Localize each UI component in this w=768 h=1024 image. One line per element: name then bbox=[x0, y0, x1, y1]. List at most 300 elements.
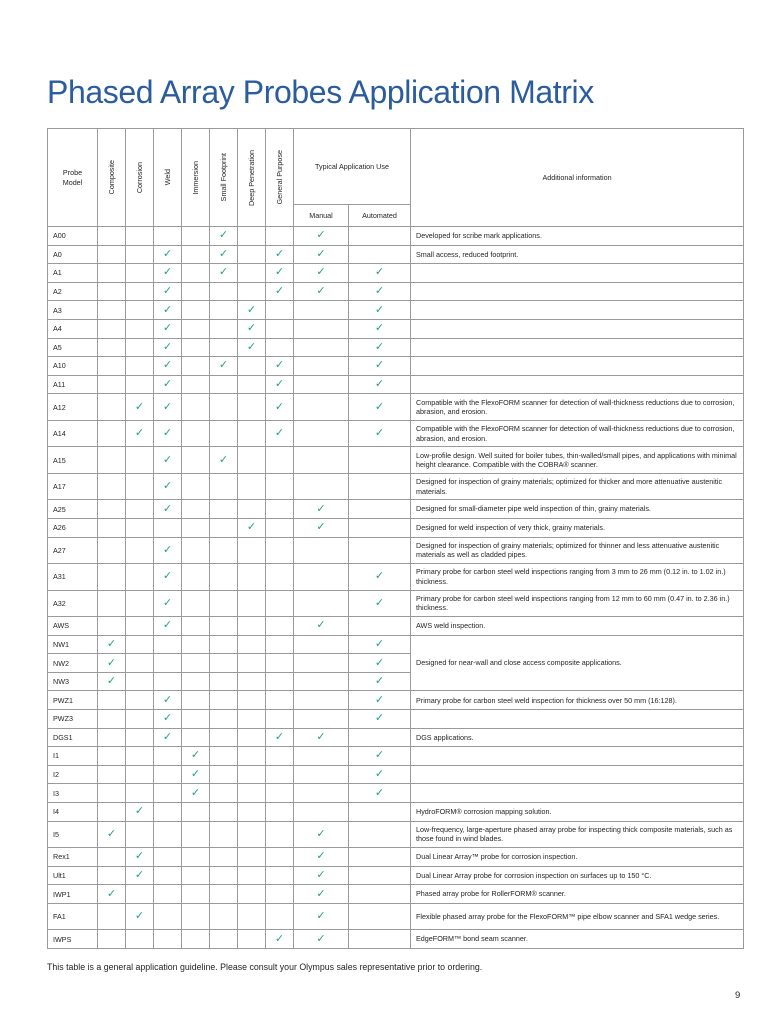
general-purpose-cell bbox=[266, 885, 294, 904]
additional-info-cell: Designed for small-diameter pipe weld inspection of thin, grainy materials. bbox=[411, 500, 744, 519]
composite-cell bbox=[98, 537, 126, 564]
immersion-cell bbox=[182, 903, 210, 930]
check-icon: ✓ bbox=[316, 229, 326, 242]
check-icon: ✓ bbox=[162, 453, 173, 466]
automated-cell bbox=[349, 848, 411, 867]
weld-cell bbox=[154, 227, 182, 246]
probe-model-cell: IWPS bbox=[48, 930, 98, 949]
table-row bbox=[48, 245, 744, 264]
composite-cell bbox=[98, 473, 126, 500]
corrosion-cell bbox=[126, 590, 154, 617]
additional-info-cell: Designed for inspection of grainy materials; optimized for thinner and less attenuative austenitic materials as well as cladded pipes. bbox=[411, 537, 744, 564]
table-row bbox=[48, 784, 744, 803]
composite-cell bbox=[98, 903, 126, 930]
check-icon: ✓ bbox=[190, 786, 201, 799]
manual-cell bbox=[294, 672, 349, 691]
check-icon: ✓ bbox=[374, 786, 385, 799]
corrosion-cell bbox=[126, 848, 154, 867]
immersion-cell bbox=[182, 802, 210, 821]
weld-cell bbox=[154, 282, 182, 301]
immersion-cell bbox=[182, 866, 210, 885]
immersion-cell bbox=[182, 319, 210, 338]
table-row bbox=[48, 728, 744, 747]
manual-cell bbox=[294, 728, 349, 747]
automated-cell bbox=[349, 590, 411, 617]
weld-cell bbox=[154, 691, 182, 710]
additional-info-cell: Small access, reduced footprint. bbox=[411, 245, 744, 264]
check-icon: ✓ bbox=[246, 303, 257, 316]
composite-cell bbox=[98, 635, 126, 654]
general-purpose-cell bbox=[266, 821, 294, 848]
small-footprint-cell bbox=[210, 227, 238, 246]
additional-info-cell bbox=[411, 784, 744, 803]
corrosion-cell bbox=[126, 765, 154, 784]
immersion-cell bbox=[182, 264, 210, 283]
small-footprint-cell bbox=[210, 282, 238, 301]
corrosion-cell bbox=[126, 784, 154, 803]
small-footprint-cell bbox=[210, 885, 238, 904]
probe-model-cell: A17 bbox=[48, 473, 98, 500]
automated-cell bbox=[349, 394, 411, 421]
weld-cell bbox=[154, 245, 182, 264]
small-footprint-cell bbox=[210, 245, 238, 264]
deep-penetration-cell bbox=[238, 245, 266, 264]
general-purpose-cell bbox=[266, 420, 294, 447]
composite-cell bbox=[98, 357, 126, 376]
deep-penetration-cell bbox=[238, 473, 266, 500]
probe-model-cell: A27 bbox=[48, 537, 98, 564]
check-icon: ✓ bbox=[190, 768, 201, 781]
corrosion-cell bbox=[126, 319, 154, 338]
check-icon: ✓ bbox=[218, 247, 229, 260]
small-footprint-cell bbox=[210, 930, 238, 949]
additional-info-cell: Primary probe for carbon steel weld inspection for thickness over 50 mm (16:128). bbox=[411, 691, 744, 710]
automated-cell bbox=[349, 654, 411, 673]
check-icon: ✓ bbox=[374, 400, 385, 413]
probe-model-cell: A00 bbox=[48, 227, 98, 246]
deep-penetration-cell bbox=[238, 654, 266, 673]
automated-cell bbox=[349, 728, 411, 747]
table-row bbox=[48, 710, 744, 729]
composite-cell bbox=[98, 885, 126, 904]
manual-cell bbox=[294, 264, 349, 283]
footnote: This table is a general application guideline. Please consult your Olympus sales representative prior to ordering. bbox=[47, 962, 483, 972]
header-immersion: Immersion bbox=[182, 129, 210, 227]
probe-model-cell: I2 bbox=[48, 765, 98, 784]
manual-cell bbox=[294, 473, 349, 500]
deep-penetration-cell bbox=[238, 903, 266, 930]
immersion-cell bbox=[182, 282, 210, 301]
additional-info-cell bbox=[411, 282, 744, 301]
check-icon: ✓ bbox=[190, 749, 201, 762]
corrosion-cell bbox=[126, 500, 154, 519]
check-icon: ✓ bbox=[162, 340, 173, 353]
header-corrosion: Corrosion bbox=[126, 129, 154, 227]
corrosion-cell bbox=[126, 617, 154, 636]
header-general-purpose: General Purpose bbox=[266, 129, 294, 227]
header-small-footprint: Small Footprint bbox=[210, 129, 238, 227]
corrosion-cell bbox=[126, 264, 154, 283]
additional-info-cell: Developed for scribe mark applications. bbox=[411, 227, 744, 246]
manual-cell bbox=[294, 590, 349, 617]
check-icon: ✓ bbox=[274, 285, 285, 298]
probe-model-cell: IWP1 bbox=[48, 885, 98, 904]
deep-penetration-cell bbox=[238, 338, 266, 357]
check-icon: ✓ bbox=[316, 502, 326, 515]
check-icon: ✓ bbox=[374, 693, 385, 706]
small-footprint-cell bbox=[210, 765, 238, 784]
automated-cell bbox=[349, 691, 411, 710]
check-icon: ✓ bbox=[162, 359, 173, 372]
check-icon: ✓ bbox=[134, 427, 145, 440]
corrosion-cell bbox=[126, 672, 154, 691]
small-footprint-cell bbox=[210, 654, 238, 673]
immersion-cell bbox=[182, 500, 210, 519]
automated-cell bbox=[349, 319, 411, 338]
additional-info-cell: Dual Linear Array™ probe for corrosion inspection. bbox=[411, 848, 744, 867]
deep-penetration-cell bbox=[238, 420, 266, 447]
check-icon: ✓ bbox=[274, 400, 285, 413]
table-row bbox=[48, 500, 744, 519]
table-row bbox=[48, 282, 744, 301]
probe-model-cell: A3 bbox=[48, 301, 98, 320]
additional-info-cell bbox=[411, 375, 744, 394]
general-purpose-cell bbox=[266, 866, 294, 885]
manual-cell bbox=[294, 654, 349, 673]
weld-cell bbox=[154, 672, 182, 691]
table-row bbox=[48, 518, 744, 537]
weld-cell bbox=[154, 784, 182, 803]
probe-model-cell: NW1 bbox=[48, 635, 98, 654]
table-row bbox=[48, 903, 744, 930]
small-footprint-cell bbox=[210, 473, 238, 500]
weld-cell bbox=[154, 802, 182, 821]
automated-cell bbox=[349, 518, 411, 537]
check-icon: ✓ bbox=[316, 868, 326, 881]
weld-cell bbox=[154, 635, 182, 654]
manual-cell bbox=[294, 635, 349, 654]
composite-cell bbox=[98, 245, 126, 264]
check-icon: ✓ bbox=[374, 359, 385, 372]
small-footprint-cell bbox=[210, 903, 238, 930]
additional-info-cell bbox=[411, 765, 744, 784]
check-icon: ✓ bbox=[316, 521, 326, 534]
general-purpose-cell bbox=[266, 710, 294, 729]
deep-penetration-cell bbox=[238, 500, 266, 519]
automated-cell bbox=[349, 282, 411, 301]
weld-cell bbox=[154, 537, 182, 564]
check-icon: ✓ bbox=[162, 619, 173, 632]
automated-cell bbox=[349, 802, 411, 821]
check-icon: ✓ bbox=[374, 303, 385, 316]
table-row bbox=[48, 848, 744, 867]
general-purpose-cell bbox=[266, 672, 294, 691]
automated-cell bbox=[349, 357, 411, 376]
weld-cell bbox=[154, 930, 182, 949]
manual-cell bbox=[294, 617, 349, 636]
table-row bbox=[48, 375, 744, 394]
page-title: Phased Array Probes Application Matrix bbox=[47, 74, 594, 110]
immersion-cell bbox=[182, 357, 210, 376]
check-icon: ✓ bbox=[274, 378, 285, 391]
composite-cell bbox=[98, 500, 126, 519]
general-purpose-cell bbox=[266, 282, 294, 301]
automated-cell bbox=[349, 885, 411, 904]
deep-penetration-cell bbox=[238, 394, 266, 421]
check-icon: ✓ bbox=[162, 285, 173, 298]
check-icon: ✓ bbox=[162, 303, 173, 316]
general-purpose-cell bbox=[266, 784, 294, 803]
general-purpose-cell bbox=[266, 301, 294, 320]
corrosion-cell bbox=[126, 301, 154, 320]
check-icon: ✓ bbox=[162, 400, 173, 413]
additional-info-cell: Phased array probe for RollerFORM® scanner. bbox=[411, 885, 744, 904]
matrix-body bbox=[48, 227, 744, 949]
general-purpose-cell bbox=[266, 319, 294, 338]
general-purpose-cell bbox=[266, 338, 294, 357]
manual-cell bbox=[294, 500, 349, 519]
probe-model-cell: I5 bbox=[48, 821, 98, 848]
automated-cell bbox=[349, 447, 411, 474]
composite-cell bbox=[98, 518, 126, 537]
weld-cell bbox=[154, 747, 182, 766]
general-purpose-cell bbox=[266, 728, 294, 747]
probe-model-cell: A5 bbox=[48, 338, 98, 357]
check-icon: ✓ bbox=[316, 266, 326, 279]
deep-penetration-cell bbox=[238, 282, 266, 301]
automated-cell bbox=[349, 672, 411, 691]
small-footprint-cell bbox=[210, 319, 238, 338]
check-icon: ✓ bbox=[374, 322, 385, 335]
corrosion-cell bbox=[126, 420, 154, 447]
small-footprint-cell bbox=[210, 264, 238, 283]
general-purpose-cell bbox=[266, 473, 294, 500]
additional-info-cell: Primary probe for carbon steel weld inspections ranging from 12 mm to 60 mm (0.47 in. to 2.36 in.) thickness. bbox=[411, 590, 744, 617]
check-icon: ✓ bbox=[162, 502, 173, 515]
check-icon: ✓ bbox=[274, 730, 285, 743]
general-purpose-cell bbox=[266, 447, 294, 474]
table-row bbox=[48, 617, 744, 636]
small-footprint-cell bbox=[210, 447, 238, 474]
table-row bbox=[48, 394, 744, 421]
immersion-cell bbox=[182, 245, 210, 264]
general-purpose-cell bbox=[266, 930, 294, 949]
immersion-cell bbox=[182, 473, 210, 500]
composite-cell bbox=[98, 747, 126, 766]
automated-cell bbox=[349, 710, 411, 729]
table-row bbox=[48, 765, 744, 784]
general-purpose-cell bbox=[266, 590, 294, 617]
composite-cell bbox=[98, 264, 126, 283]
additional-info-cell: Designed for near-wall and close access composite applications. bbox=[411, 635, 744, 691]
probe-model-cell: A15 bbox=[48, 447, 98, 474]
check-icon: ✓ bbox=[374, 596, 385, 609]
composite-cell bbox=[98, 672, 126, 691]
general-purpose-cell bbox=[266, 245, 294, 264]
deep-penetration-cell bbox=[238, 866, 266, 885]
additional-info-cell: Flexible phased array probe for the FlexoFORM™ pipe elbow scanner and SFA1 wedge series. bbox=[411, 903, 744, 930]
probe-model-cell: Ult1 bbox=[48, 866, 98, 885]
composite-cell bbox=[98, 447, 126, 474]
general-purpose-cell bbox=[266, 617, 294, 636]
automated-cell bbox=[349, 617, 411, 636]
probe-model-cell: AWS bbox=[48, 617, 98, 636]
header-automated: Automated bbox=[349, 205, 411, 227]
weld-cell bbox=[154, 654, 182, 673]
table-row bbox=[48, 635, 744, 654]
deep-penetration-cell bbox=[238, 357, 266, 376]
check-icon: ✓ bbox=[374, 570, 385, 583]
deep-penetration-cell bbox=[238, 518, 266, 537]
table-row bbox=[48, 747, 744, 766]
check-icon: ✓ bbox=[134, 910, 145, 923]
table-row bbox=[48, 319, 744, 338]
probe-model-cell: A10 bbox=[48, 357, 98, 376]
immersion-cell bbox=[182, 564, 210, 591]
immersion-cell bbox=[182, 617, 210, 636]
composite-cell bbox=[98, 394, 126, 421]
immersion-cell bbox=[182, 420, 210, 447]
general-purpose-cell bbox=[266, 394, 294, 421]
check-icon: ✓ bbox=[374, 266, 385, 279]
table-row bbox=[48, 691, 744, 710]
general-purpose-cell bbox=[266, 375, 294, 394]
deep-penetration-cell bbox=[238, 784, 266, 803]
table-row bbox=[48, 590, 744, 617]
header-weld: Weld bbox=[154, 129, 182, 227]
additional-info-cell: Designed for weld inspection of very thick, grainy materials. bbox=[411, 518, 744, 537]
header-composite: Composite bbox=[98, 129, 126, 227]
automated-cell bbox=[349, 866, 411, 885]
immersion-cell bbox=[182, 375, 210, 394]
composite-cell bbox=[98, 227, 126, 246]
composite-cell bbox=[98, 802, 126, 821]
probe-model-cell: Rex1 bbox=[48, 848, 98, 867]
table-row bbox=[48, 885, 744, 904]
weld-cell bbox=[154, 447, 182, 474]
weld-cell bbox=[154, 866, 182, 885]
composite-cell bbox=[98, 420, 126, 447]
immersion-cell bbox=[182, 338, 210, 357]
automated-cell bbox=[349, 301, 411, 320]
automated-cell bbox=[349, 537, 411, 564]
immersion-cell bbox=[182, 765, 210, 784]
check-icon: ✓ bbox=[316, 619, 326, 632]
deep-penetration-cell bbox=[238, 375, 266, 394]
probe-model-cell: A14 bbox=[48, 420, 98, 447]
small-footprint-cell bbox=[210, 728, 238, 747]
manual-cell bbox=[294, 537, 349, 564]
automated-cell bbox=[349, 375, 411, 394]
general-purpose-cell bbox=[266, 264, 294, 283]
check-icon: ✓ bbox=[162, 543, 173, 556]
immersion-cell bbox=[182, 301, 210, 320]
weld-cell bbox=[154, 617, 182, 636]
check-icon: ✓ bbox=[106, 675, 117, 688]
small-footprint-cell bbox=[210, 537, 238, 564]
page-number: 9 bbox=[735, 990, 741, 1001]
probe-model-cell: A2 bbox=[48, 282, 98, 301]
small-footprint-cell bbox=[210, 394, 238, 421]
probe-model-cell: A4 bbox=[48, 319, 98, 338]
probe-model-cell: A0 bbox=[48, 245, 98, 264]
check-icon: ✓ bbox=[162, 427, 173, 440]
composite-cell bbox=[98, 282, 126, 301]
immersion-cell bbox=[182, 691, 210, 710]
weld-cell bbox=[154, 473, 182, 500]
additional-info-cell bbox=[411, 710, 744, 729]
deep-penetration-cell bbox=[238, 728, 266, 747]
weld-cell bbox=[154, 848, 182, 867]
composite-cell bbox=[98, 301, 126, 320]
weld-cell bbox=[154, 903, 182, 930]
additional-info-cell bbox=[411, 319, 744, 338]
weld-cell bbox=[154, 710, 182, 729]
additional-info-cell bbox=[411, 301, 744, 320]
check-icon: ✓ bbox=[246, 521, 257, 534]
table-row bbox=[48, 447, 744, 474]
immersion-cell bbox=[182, 654, 210, 673]
check-icon: ✓ bbox=[274, 247, 285, 260]
manual-cell bbox=[294, 375, 349, 394]
table-row bbox=[48, 301, 744, 320]
immersion-cell bbox=[182, 447, 210, 474]
table-row bbox=[48, 564, 744, 591]
probe-model-cell: DGS1 bbox=[48, 728, 98, 747]
small-footprint-cell bbox=[210, 848, 238, 867]
manual-cell bbox=[294, 930, 349, 949]
composite-cell bbox=[98, 930, 126, 949]
check-icon: ✓ bbox=[162, 693, 173, 706]
table-row bbox=[48, 930, 744, 949]
deep-penetration-cell bbox=[238, 617, 266, 636]
table-row bbox=[48, 866, 744, 885]
check-icon: ✓ bbox=[374, 285, 385, 298]
corrosion-cell bbox=[126, 930, 154, 949]
corrosion-cell bbox=[126, 903, 154, 930]
deep-penetration-cell bbox=[238, 747, 266, 766]
immersion-cell bbox=[182, 848, 210, 867]
deep-penetration-cell bbox=[238, 691, 266, 710]
weld-cell bbox=[154, 357, 182, 376]
additional-info-cell bbox=[411, 264, 744, 283]
check-icon: ✓ bbox=[218, 266, 229, 279]
manual-cell bbox=[294, 821, 349, 848]
small-footprint-cell bbox=[210, 802, 238, 821]
weld-cell bbox=[154, 394, 182, 421]
general-purpose-cell bbox=[266, 747, 294, 766]
immersion-cell bbox=[182, 537, 210, 564]
immersion-cell bbox=[182, 635, 210, 654]
general-purpose-cell bbox=[266, 903, 294, 930]
small-footprint-cell bbox=[210, 635, 238, 654]
table-row bbox=[48, 473, 744, 500]
small-footprint-cell bbox=[210, 691, 238, 710]
corrosion-cell bbox=[126, 394, 154, 421]
general-purpose-cell bbox=[266, 802, 294, 821]
corrosion-cell bbox=[126, 821, 154, 848]
weld-cell bbox=[154, 319, 182, 338]
corrosion-cell bbox=[126, 518, 154, 537]
composite-cell bbox=[98, 691, 126, 710]
additional-info-cell: AWS weld inspection. bbox=[411, 617, 744, 636]
deep-penetration-cell bbox=[238, 537, 266, 564]
corrosion-cell bbox=[126, 537, 154, 564]
deep-penetration-cell bbox=[238, 590, 266, 617]
probe-model-cell: I1 bbox=[48, 747, 98, 766]
corrosion-cell bbox=[126, 282, 154, 301]
automated-cell bbox=[349, 245, 411, 264]
